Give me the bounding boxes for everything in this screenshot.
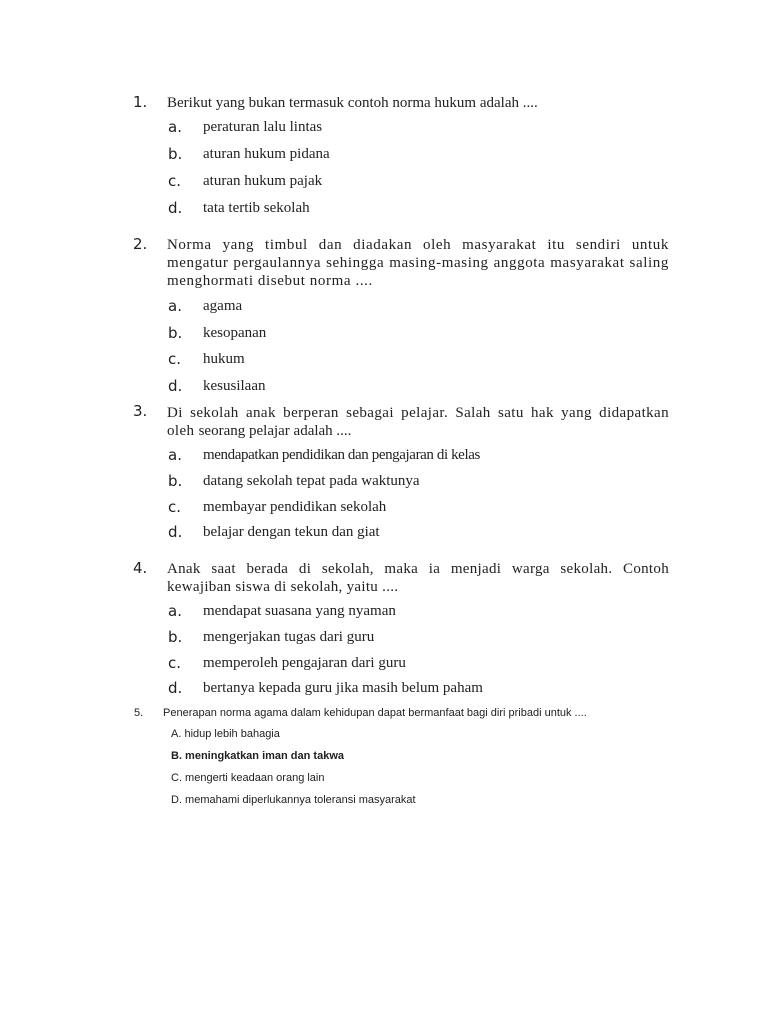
option-text: kesusilaan [203, 378, 266, 394]
question-number: 3. [133, 402, 148, 420]
question-text: Berikut yang bukan termasuk contoh norma hukum adalah .... [167, 95, 538, 111]
option-letter: c. [168, 498, 182, 516]
option-letter: a. [168, 118, 182, 136]
option-a [0, 602, 768, 622]
option-text: bertanya kepada guru jika masih belum paham [203, 680, 483, 696]
option-b [0, 145, 768, 165]
option-c: C. mengerti keadaan orang lain [171, 772, 325, 784]
option-text: mengerjakan tugas dari guru [203, 629, 375, 645]
option-letter: c. [168, 654, 182, 672]
option-b [0, 324, 768, 344]
option-a: A. hidup lebih bahagia [171, 728, 280, 740]
option-c [0, 654, 768, 674]
question-text [167, 404, 669, 440]
option-d: D. memahami diperlukannya toleransi masyarakat [171, 794, 416, 806]
option-text: membayar pendidikan sekolah [203, 499, 387, 515]
option-c [0, 350, 768, 370]
option-a [0, 446, 768, 466]
option-d [0, 679, 768, 699]
option-text: mendapat suasana yang nyaman [203, 603, 396, 619]
option-letter: b. [168, 145, 183, 163]
question-number: 4. [133, 559, 148, 577]
question-number: 1. [133, 93, 148, 111]
option-text: agama [203, 298, 243, 314]
option-text: peraturan lalu lintas [203, 119, 323, 135]
option-letter: d. [168, 377, 183, 395]
option-letter: b. [168, 324, 183, 342]
question-text-part-1: Di sekolah anak berperan sebagai pelajar. Salah satu hak yang didapatkan oleh [167, 405, 669, 439]
option-letter: d. [168, 523, 183, 541]
question-number: 2. [133, 235, 148, 253]
option-letter: a. [168, 446, 182, 464]
question-text: Norma yang timbul dan diadakan oleh masyarakat itu sendiri untuk mengatur pergaulannya sehingga masing-masing anggota masyarakat saling menghormati disebut norma .... [167, 237, 669, 289]
option-text: hukum [203, 351, 245, 367]
question-number: 5. [134, 707, 144, 719]
option-a [0, 118, 768, 138]
option-text: aturan hukum pidana [203, 146, 330, 162]
option-d [0, 377, 768, 397]
option-letter: a. [168, 297, 182, 315]
option-d [0, 199, 768, 219]
option-c [0, 498, 768, 518]
question-text-part-2: seorang pelajar adalah .... [198, 423, 352, 439]
option-b: B. meningkatkan iman dan takwa [171, 750, 344, 762]
option-text: datang sekolah tepat pada waktunya [203, 473, 420, 489]
option-text: kesopanan [203, 325, 267, 341]
option-a [0, 297, 768, 317]
option-text: memperoleh pengajaran dari guru [203, 655, 406, 671]
option-c [0, 172, 768, 192]
option-letter: c. [168, 172, 182, 190]
option-b [0, 628, 768, 648]
question-text: Penerapan norma agama dalam kehidupan dapat bermanfaat bagi diri pribadi untuk .... [163, 707, 587, 719]
option-letter: d. [168, 199, 183, 217]
option-letter: a. [168, 602, 182, 620]
option-b [0, 472, 768, 492]
option-text: belajar dengan tekun dan giat [203, 524, 380, 540]
option-text: mendapatkan pendidikan dan pengajaran di kelas [203, 447, 480, 463]
question-text: Anak saat berada di sekolah, maka ia menjadi warga sekolah. Contoh kewajiban siswa di sekolah, yaitu .... [167, 561, 669, 595]
option-letter: b. [168, 472, 183, 490]
option-letter: b. [168, 628, 183, 646]
option-text: aturan hukum pajak [203, 173, 323, 189]
option-letter: c. [168, 350, 182, 368]
option-text: tata tertib sekolah [203, 200, 310, 216]
option-letter: d. [168, 679, 183, 697]
option-d [0, 523, 768, 543]
